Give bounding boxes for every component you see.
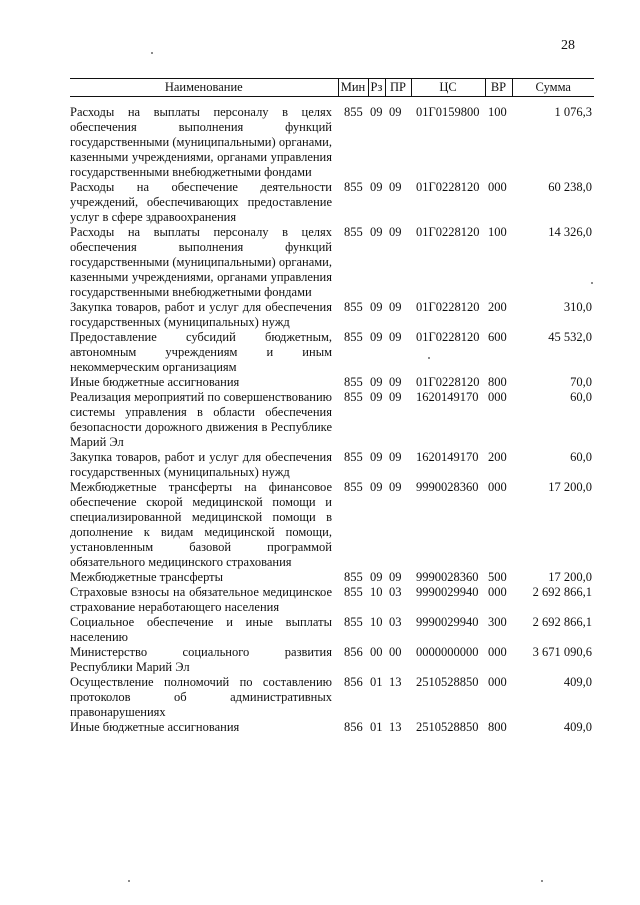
cell-min: 855 bbox=[344, 375, 363, 389]
cell-min: 856 bbox=[344, 720, 363, 734]
cell-min: 855 bbox=[344, 390, 363, 404]
cell-sum: 45 532,0 bbox=[548, 330, 592, 344]
cell-name: Иные бюджетные ассигнования bbox=[70, 375, 240, 389]
cell-min: 855 bbox=[344, 480, 363, 494]
cell-cs: 2510528850 bbox=[416, 720, 479, 734]
cell-rz: 09 bbox=[370, 180, 383, 194]
table-row bbox=[70, 480, 594, 570]
cell-pr: 03 bbox=[389, 615, 402, 629]
cell-cs: 9990028360 bbox=[416, 480, 479, 494]
cell-sum: 3 671 090,6 bbox=[532, 645, 592, 659]
cell-name: Расходы на выплаты персоналу в целях обеспечения выполнения функций государственными (муниципальными) органами, казенными учреждениями, органами управления государственными внебюджетными фондами bbox=[70, 225, 332, 299]
header-cs: ЦС bbox=[411, 79, 485, 97]
table-row bbox=[70, 300, 594, 330]
cell-cs: 1620149170 bbox=[416, 450, 479, 464]
cell-min: 855 bbox=[344, 615, 363, 629]
cell-cs: 01Г0159800 bbox=[416, 105, 480, 119]
cell-vr: 200 bbox=[488, 300, 507, 314]
cell-vr: 800 bbox=[488, 375, 507, 389]
cell-pr: 09 bbox=[389, 390, 402, 404]
cell-cs: 9990029940 bbox=[416, 585, 479, 599]
cell-vr: 600 bbox=[488, 330, 507, 344]
scan-speck bbox=[428, 357, 430, 359]
table-row bbox=[70, 180, 594, 225]
table-row bbox=[70, 720, 594, 735]
table-body bbox=[70, 97, 594, 736]
cell-cs: 01Г0228120 bbox=[416, 300, 480, 314]
cell-sum: 1 076,3 bbox=[554, 105, 592, 119]
cell-cs: 1620149170 bbox=[416, 390, 479, 404]
cell-vr: 200 bbox=[488, 450, 507, 464]
cell-rz: 09 bbox=[370, 225, 383, 239]
cell-pr: 09 bbox=[389, 180, 402, 194]
cell-rz: 01 bbox=[370, 675, 383, 689]
cell-name: Закупка товаров, работ и услуг для обеспечения государственных (муниципальных) нужд bbox=[70, 450, 332, 479]
cell-pr: 00 bbox=[389, 645, 402, 659]
cell-cs: 9990029940 bbox=[416, 615, 479, 629]
cell-rz: 09 bbox=[370, 480, 383, 494]
cell-name: Иные бюджетные ассигнования bbox=[70, 720, 240, 734]
header-min: Мин bbox=[338, 79, 368, 97]
cell-sum: 60,0 bbox=[570, 450, 592, 464]
cell-vr: 300 bbox=[488, 615, 507, 629]
table-row bbox=[70, 570, 594, 585]
cell-vr: 000 bbox=[488, 480, 507, 494]
table-row bbox=[70, 585, 594, 615]
cell-vr: 500 bbox=[488, 570, 507, 584]
cell-sum: 14 326,0 bbox=[548, 225, 592, 239]
cell-rz: 10 bbox=[370, 615, 383, 629]
cell-name: Реализация мероприятий по совершенствованию системы управления в области обеспечения безопасности дорожного движения в Республике Марий Эл bbox=[70, 390, 332, 449]
cell-sum: 60 238,0 bbox=[548, 180, 592, 194]
cell-name: Страховые взносы на обязательное медицинское страхование неработающего населения bbox=[70, 585, 332, 614]
cell-vr: 100 bbox=[488, 105, 507, 119]
cell-pr: 13 bbox=[389, 720, 402, 734]
cell-name: Социальное обеспечение и иные выплаты населению bbox=[70, 615, 332, 644]
cell-pr: 09 bbox=[389, 480, 402, 494]
table-row bbox=[70, 615, 594, 645]
cell-rz: 01 bbox=[370, 720, 383, 734]
cell-rz: 09 bbox=[370, 570, 383, 584]
cell-sum: 17 200,0 bbox=[548, 570, 592, 584]
cell-cs: 01Г0228120 bbox=[416, 330, 480, 344]
cell-name: Осуществление полномочий по составлению протоколов об административных правонарушениях bbox=[70, 675, 332, 719]
table-header-row bbox=[70, 79, 594, 97]
cell-vr: 000 bbox=[488, 645, 507, 659]
cell-min: 855 bbox=[344, 570, 363, 584]
table-row bbox=[70, 375, 594, 390]
cell-cs: 9990028360 bbox=[416, 570, 479, 584]
scan-speck bbox=[541, 880, 543, 882]
cell-cs: 01Г0228120 bbox=[416, 180, 480, 194]
cell-rz: 09 bbox=[370, 390, 383, 404]
cell-pr: 09 bbox=[389, 225, 402, 239]
cell-pr: 13 bbox=[389, 675, 402, 689]
cell-name: Расходы на выплаты персоналу в целях обеспечения выполнения функций государственными (муниципальными) органами, казенными учреждениями, органами управления государственными внебюджетными фондами bbox=[70, 105, 332, 179]
table-row bbox=[70, 675, 594, 720]
cell-sum: 17 200,0 bbox=[548, 480, 592, 494]
table-row bbox=[70, 450, 594, 480]
header-sum: Сумма bbox=[512, 79, 594, 97]
cell-vr: 000 bbox=[488, 675, 507, 689]
cell-rz: 09 bbox=[370, 450, 383, 464]
cell-pr: 09 bbox=[389, 105, 402, 119]
table-row bbox=[70, 645, 594, 675]
cell-rz: 09 bbox=[370, 300, 383, 314]
cell-sum: 2 692 866,1 bbox=[532, 615, 592, 629]
cell-vr: 800 bbox=[488, 720, 507, 734]
cell-cs: 01Г0228120 bbox=[416, 225, 480, 239]
table-row bbox=[70, 330, 594, 375]
scan-speck bbox=[128, 880, 130, 882]
cell-cs: 01Г0228120 bbox=[416, 375, 480, 389]
cell-min: 856 bbox=[344, 675, 363, 689]
header-name: Наименование bbox=[70, 79, 338, 97]
header-rz: Рз bbox=[368, 79, 385, 97]
cell-pr: 09 bbox=[389, 570, 402, 584]
cell-name: Расходы на обеспечение деятельности учреждений, обеспечивающих предоставление услуг в сфере здравоохранения bbox=[70, 180, 332, 224]
cell-min: 855 bbox=[344, 225, 363, 239]
cell-min: 855 bbox=[344, 300, 363, 314]
cell-cs: 0000000000 bbox=[416, 645, 479, 659]
cell-sum: 409,0 bbox=[563, 675, 592, 689]
cell-name: Предоставление субсидий бюджетным, автономным учреждениям и иным некоммерческим организациям bbox=[70, 330, 332, 374]
cell-pr: 09 bbox=[389, 330, 402, 344]
cell-rz: 09 bbox=[370, 105, 383, 119]
cell-sum: 2 692 866,1 bbox=[532, 585, 592, 599]
scan-speck bbox=[591, 282, 593, 284]
cell-rz: 09 bbox=[370, 375, 383, 389]
table-row bbox=[70, 97, 594, 181]
cell-vr: 000 bbox=[488, 585, 507, 599]
cell-sum: 60,0 bbox=[570, 390, 592, 404]
cell-vr: 000 bbox=[488, 180, 507, 194]
header-vr: ВР bbox=[485, 79, 512, 97]
cell-sum: 409,0 bbox=[563, 720, 592, 734]
page-number: 28 bbox=[561, 38, 575, 53]
scan-speck bbox=[151, 52, 153, 54]
budget-table bbox=[70, 78, 594, 735]
cell-min: 855 bbox=[344, 105, 363, 119]
cell-min: 855 bbox=[344, 585, 363, 599]
cell-rz: 09 bbox=[370, 330, 383, 344]
cell-min: 855 bbox=[344, 180, 363, 194]
table-row bbox=[70, 225, 594, 300]
header-pr: ПР bbox=[385, 79, 411, 97]
cell-name: Закупка товаров, работ и услуг для обеспечения государственных (муниципальных) нужд bbox=[70, 300, 332, 329]
cell-name: Межбюджетные трансферты bbox=[70, 570, 224, 584]
cell-pr: 09 bbox=[389, 300, 402, 314]
cell-sum: 70,0 bbox=[570, 375, 592, 389]
cell-min: 855 bbox=[344, 450, 363, 464]
cell-pr: 09 bbox=[389, 375, 402, 389]
cell-cs: 2510528850 bbox=[416, 675, 479, 689]
cell-rz: 10 bbox=[370, 585, 383, 599]
cell-min: 856 bbox=[344, 645, 363, 659]
cell-pr: 09 bbox=[389, 450, 402, 464]
cell-sum: 310,0 bbox=[563, 300, 592, 314]
cell-rz: 00 bbox=[370, 645, 383, 659]
cell-min: 855 bbox=[344, 330, 363, 344]
cell-vr: 000 bbox=[488, 390, 507, 404]
cell-vr: 100 bbox=[488, 225, 507, 239]
cell-name: Межбюджетные трансферты на финансовое обеспечение скорой медицинской помощи и специализированной медицинской помощи в дополнение к видам медицинской помощи, установленным базовой программой обязательного медицинского страхования bbox=[70, 480, 332, 569]
cell-name: Министерство социального развития Республики Марий Эл bbox=[70, 645, 332, 674]
cell-pr: 03 bbox=[389, 585, 402, 599]
table-row bbox=[70, 390, 594, 450]
